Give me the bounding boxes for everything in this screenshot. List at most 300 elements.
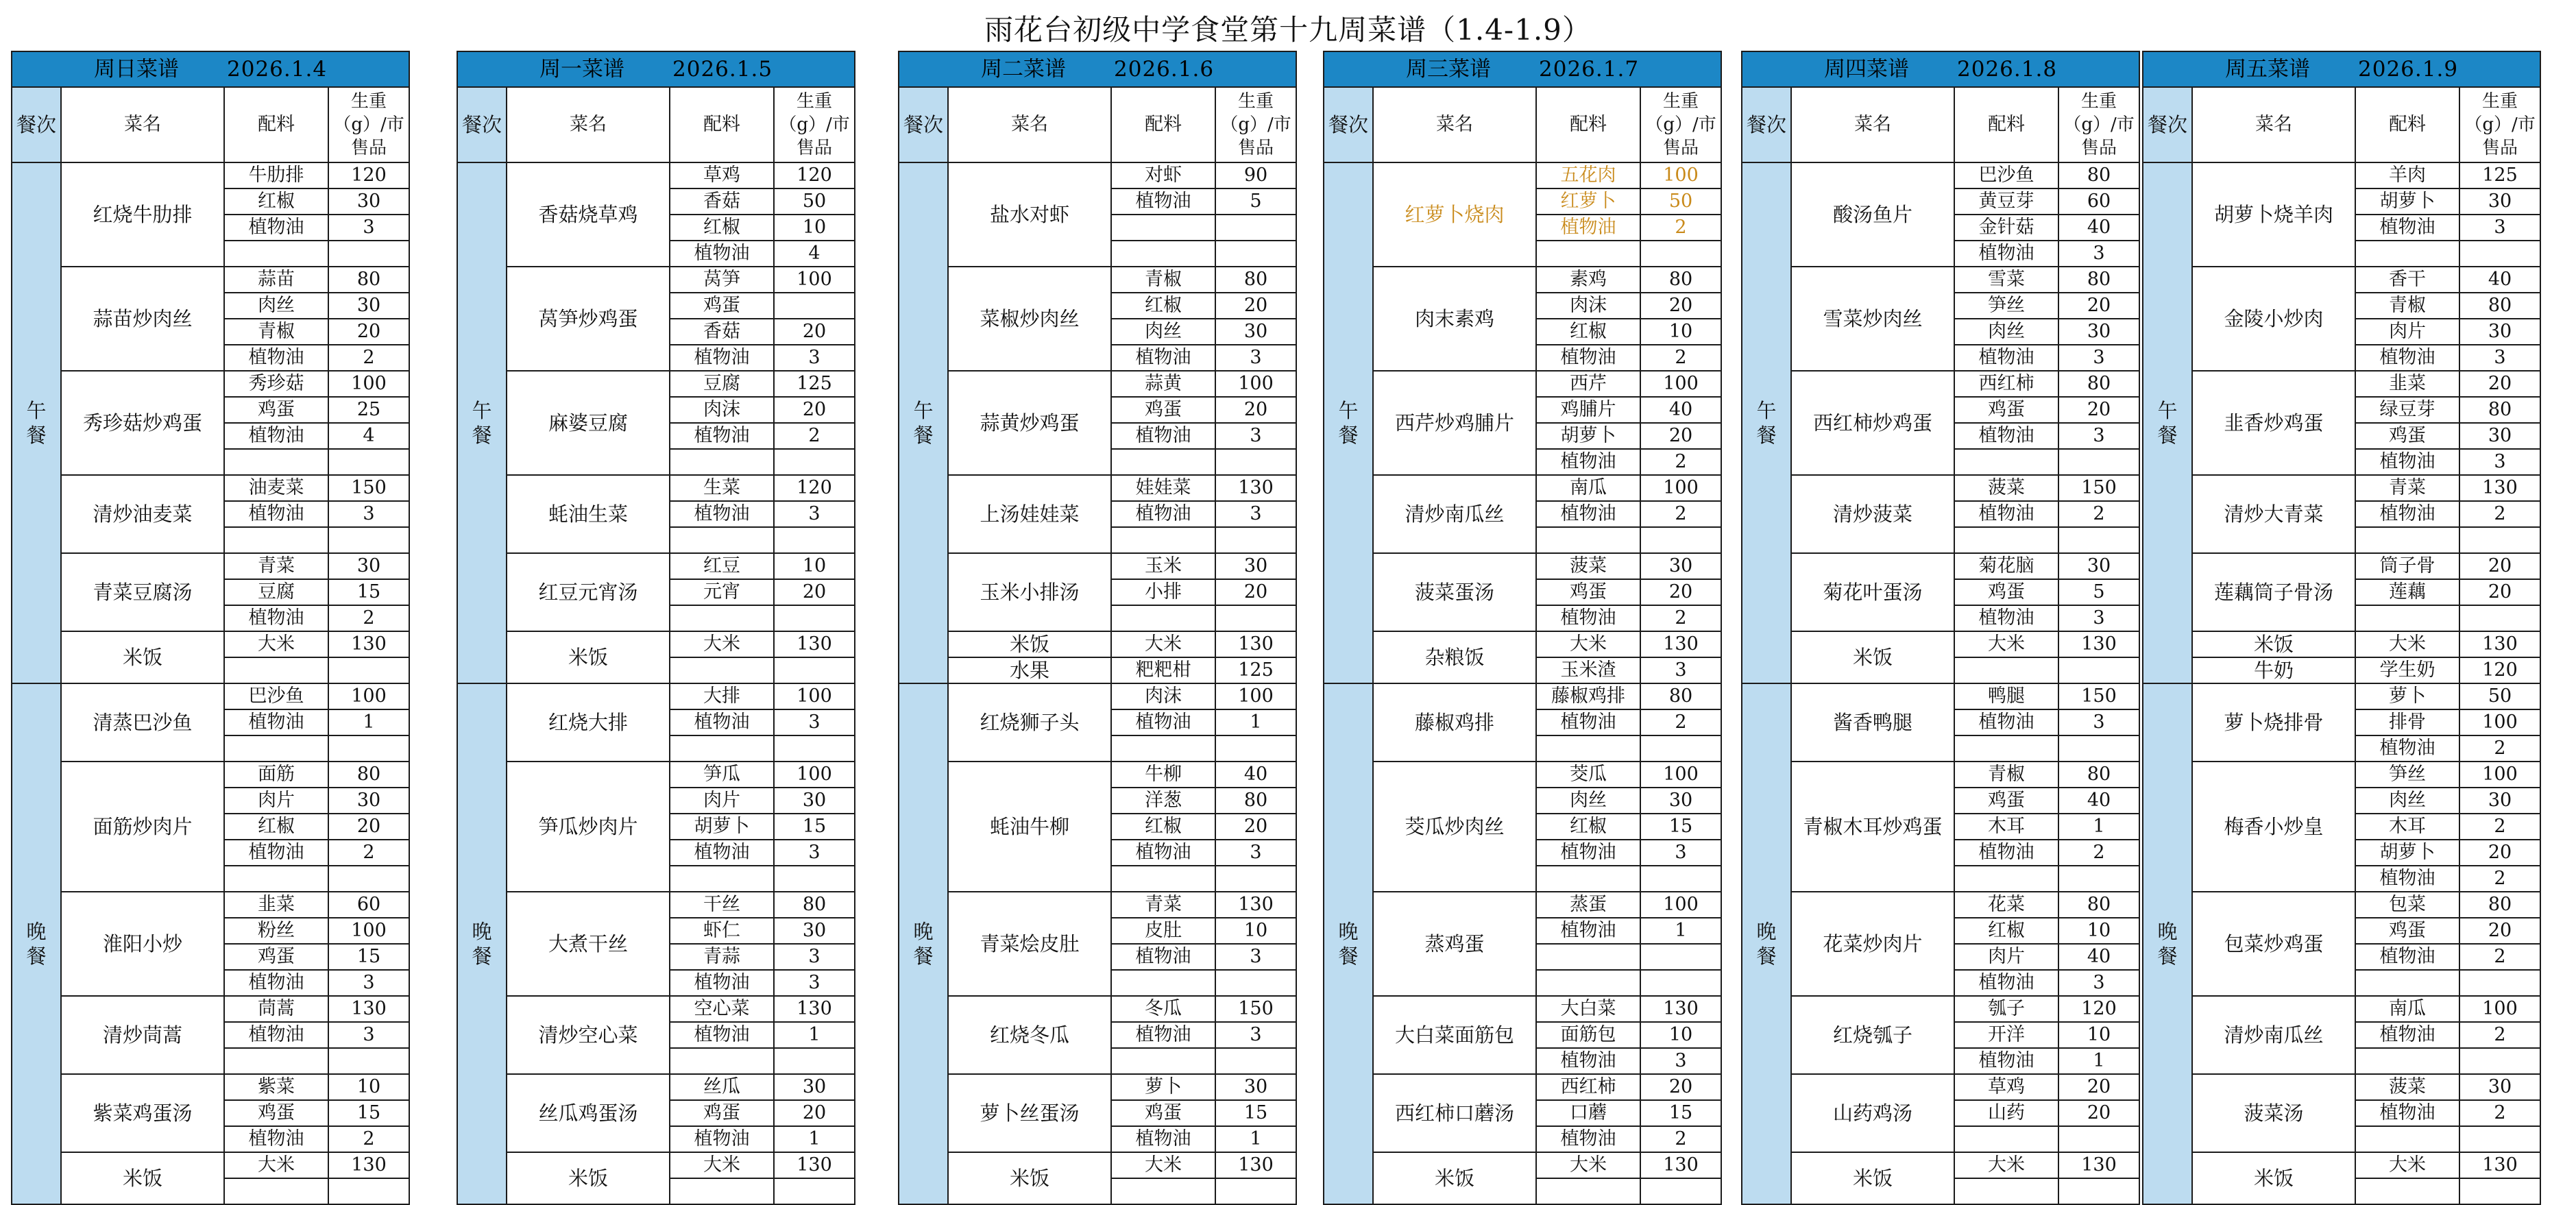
amount: 2 — [1640, 215, 1721, 241]
amount: 30 — [2459, 188, 2540, 215]
amount: 3 — [1640, 840, 1721, 866]
ingredient: 生菜 — [670, 475, 774, 501]
dish-name: 丝瓜鸡蛋汤 — [507, 1074, 670, 1152]
ingredient: 鸡蛋 — [670, 1100, 774, 1126]
amount: 130 — [1215, 631, 1296, 657]
amount: 3 — [1215, 501, 1296, 527]
dish-name: 藤椒鸡排 — [1373, 683, 1536, 762]
ingredient: 鸭腿 — [1954, 683, 2058, 709]
dish-name: 盐水对虾 — [948, 162, 1111, 267]
amount — [774, 657, 855, 683]
meal-label: 午 餐 — [457, 162, 507, 683]
meal-label: 午 餐 — [12, 162, 61, 683]
dish-name: 米饭 — [507, 1152, 670, 1204]
day-date: 2026.1.4 — [227, 57, 328, 82]
ingredient: 大米 — [670, 631, 774, 657]
table-row — [1742, 553, 2139, 579]
amount: 120 — [2058, 996, 2139, 1022]
table-row — [1324, 1074, 1721, 1100]
ingredient: 植物油 — [1111, 423, 1215, 449]
day-name: 周四菜谱 — [1824, 57, 1909, 82]
amount: 3 — [2058, 605, 2139, 631]
amount: 1 — [1215, 709, 1296, 735]
table-row — [457, 553, 855, 579]
ingredient: 肉沫 — [670, 397, 774, 423]
amount: 2 — [2459, 1022, 2540, 1048]
ingredient — [1111, 215, 1215, 241]
dish-name: 雪菜炒肉丝 — [1791, 267, 1954, 371]
table-row — [457, 1074, 855, 1100]
menu-table — [457, 51, 855, 1205]
table-row — [2143, 553, 2540, 579]
amount: 15 — [1640, 1100, 1721, 1126]
ingredient: 肉片 — [224, 788, 328, 814]
ingredient: 植物油 — [2355, 735, 2459, 762]
ingredient: 豆腐 — [670, 371, 774, 397]
ingredient: 肉片 — [670, 788, 774, 814]
ingredient: 丝瓜 — [670, 1074, 774, 1100]
ingredient: 草鸡 — [670, 162, 774, 188]
amount: 60 — [2058, 188, 2139, 215]
meal-label: 午 餐 — [1324, 162, 1373, 683]
table-row — [2143, 683, 2540, 709]
amount: 100 — [2459, 996, 2540, 1022]
ingredient: 植物油 — [1111, 345, 1215, 371]
col-header-ingredient: 配料 — [1536, 87, 1640, 162]
ingredient: 肉片 — [1954, 944, 2058, 970]
amount — [2459, 970, 2540, 996]
dish-name: 酸汤鱼片 — [1791, 162, 1954, 267]
ingredient — [1536, 970, 1640, 996]
col-header-meal: 餐次 — [2143, 87, 2192, 162]
amount: 20 — [1215, 397, 1296, 423]
ingredient: 植物油 — [1111, 1126, 1215, 1152]
table-row — [2143, 162, 2540, 188]
amount: 80 — [2058, 162, 2139, 188]
menu-table — [11, 51, 410, 1205]
ingredient: 植物油 — [1954, 345, 2058, 371]
amount: 120 — [774, 475, 855, 501]
amount: 100 — [1640, 371, 1721, 397]
amount: 3 — [2459, 449, 2540, 475]
day-date: 2026.1.5 — [672, 57, 773, 82]
amount: 3 — [2058, 709, 2139, 735]
amount: 80 — [1640, 267, 1721, 293]
table-row — [899, 892, 1296, 918]
ingredient: 黄豆芽 — [1954, 188, 2058, 215]
ingredient: 青椒 — [2355, 293, 2459, 319]
amount — [1215, 605, 1296, 631]
table-row — [899, 1074, 1296, 1100]
dish-name: 米饭 — [1791, 1152, 1954, 1204]
ingredient — [1954, 1126, 2058, 1152]
ingredient: 红椒 — [224, 188, 328, 215]
table-row — [1742, 996, 2139, 1022]
ingredient: 植物油 — [670, 241, 774, 267]
ingredient: 肉片 — [2355, 319, 2459, 345]
amount: 30 — [2459, 1074, 2540, 1100]
ingredient: 茼蒿 — [224, 996, 328, 1022]
amount — [1215, 866, 1296, 892]
amount: 150 — [2058, 475, 2139, 501]
amount: 3 — [2459, 345, 2540, 371]
dish-name: 包菜炒鸡蛋 — [2192, 892, 2355, 996]
ingredient: 玉米 — [1111, 553, 1215, 579]
ingredient: 植物油 — [1111, 709, 1215, 735]
ingredient — [1111, 970, 1215, 996]
amount: 100 — [1215, 371, 1296, 397]
dish-name: 清炒大青菜 — [2192, 475, 2355, 553]
ingredient — [224, 657, 328, 683]
amount: 3 — [774, 970, 855, 996]
amount: 30 — [328, 293, 409, 319]
amount: 90 — [1215, 162, 1296, 188]
dish-name: 大白菜面筋包 — [1373, 996, 1536, 1074]
ingredient: 粑粑柑 — [1111, 657, 1215, 683]
ingredient: 红椒 — [670, 215, 774, 241]
ingredient: 油麦菜 — [224, 475, 328, 501]
amount: 20 — [2459, 553, 2540, 579]
ingredient: 植物油 — [1111, 840, 1215, 866]
amount: 10 — [328, 1074, 409, 1100]
amount: 3 — [1215, 423, 1296, 449]
ingredient: 冬瓜 — [1111, 996, 1215, 1022]
amount: 20 — [774, 319, 855, 345]
ingredient: 大米 — [1111, 1152, 1215, 1178]
amount: 20 — [2058, 1074, 2139, 1100]
amount — [328, 1048, 409, 1074]
ingredient — [2355, 1126, 2459, 1152]
ingredient: 鸡蛋 — [1954, 788, 2058, 814]
amount: 130 — [2459, 631, 2540, 657]
ingredient: 鸡蛋 — [224, 1100, 328, 1126]
amount: 80 — [2058, 371, 2139, 397]
ingredient: 植物油 — [2355, 501, 2459, 527]
amount: 80 — [2058, 762, 2139, 788]
ingredient: 笋瓜 — [670, 762, 774, 788]
ingredient: 植物油 — [224, 1126, 328, 1152]
ingredient — [1954, 657, 2058, 683]
amount: 30 — [2459, 319, 2540, 345]
amount: 80 — [2459, 397, 2540, 423]
ingredient — [224, 527, 328, 553]
ingredient: 草鸡 — [1954, 1074, 2058, 1100]
amount — [2058, 527, 2139, 553]
amount: 2 — [328, 605, 409, 631]
ingredient: 红豆 — [670, 553, 774, 579]
ingredient: 青菜 — [2355, 475, 2459, 501]
ingredient: 植物油 — [2355, 215, 2459, 241]
amount — [2459, 1126, 2540, 1152]
ingredient: 植物油 — [1954, 1048, 2058, 1074]
amount — [1215, 215, 1296, 241]
amount: 130 — [1215, 475, 1296, 501]
amount: 20 — [2459, 840, 2540, 866]
table-row — [12, 996, 409, 1022]
dish-name: 清炒南瓜丝 — [2192, 996, 2355, 1074]
ingredient: 香干 — [2355, 267, 2459, 293]
dish-name: 红烧狮子头 — [948, 683, 1111, 762]
ingredient: 香菇 — [670, 188, 774, 215]
ingredient: 植物油 — [1536, 1048, 1640, 1074]
amount: 60 — [328, 892, 409, 918]
amount: 3 — [2058, 970, 2139, 996]
ingredient — [1536, 735, 1640, 762]
amount: 20 — [2459, 918, 2540, 944]
dish-name: 红烧冬瓜 — [948, 996, 1111, 1074]
ingredient: 木耳 — [2355, 814, 2459, 840]
day-menu-3 — [1323, 51, 1721, 1205]
amount — [1640, 866, 1721, 892]
dish-name: 胡萝卜烧羊肉 — [2192, 162, 2355, 267]
dish-name: 菊花叶蛋汤 — [1791, 553, 1954, 631]
ingredient: 植物油 — [1536, 345, 1640, 371]
ingredient — [1111, 1048, 1215, 1074]
amount — [2058, 449, 2139, 475]
amount: 20 — [2058, 397, 2139, 423]
meal-label: 晚 餐 — [1324, 683, 1373, 1204]
amount: 20 — [774, 397, 855, 423]
table-row — [899, 657, 1296, 683]
dish-name: 米饭 — [2192, 1152, 2355, 1204]
day-name: 周日菜谱 — [94, 57, 179, 82]
ingredient: 瓠子 — [1954, 996, 2058, 1022]
amount: 1 — [328, 709, 409, 735]
ingredient: 植物油 — [670, 1022, 774, 1048]
ingredient: 排骨 — [2355, 709, 2459, 735]
amount — [1640, 970, 1721, 996]
ingredient: 南瓜 — [1536, 475, 1640, 501]
ingredient: 蒜黄 — [1111, 371, 1215, 397]
table-row — [1324, 371, 1721, 397]
ingredient — [224, 1048, 328, 1074]
ingredient: 鸡蛋 — [224, 397, 328, 423]
amount: 2 — [1640, 709, 1721, 735]
ingredient: 筒子骨 — [2355, 553, 2459, 579]
amount: 80 — [328, 762, 409, 788]
amount: 15 — [1640, 814, 1721, 840]
col-header-meal: 餐次 — [899, 87, 948, 162]
day-header — [1742, 51, 2139, 87]
amount: 3 — [1215, 840, 1296, 866]
meal-label: 午 餐 — [899, 162, 948, 683]
table-row — [899, 683, 1296, 709]
ingredient: 植物油 — [1536, 840, 1640, 866]
menu-table — [1323, 51, 1722, 1205]
amount — [328, 527, 409, 553]
amount — [2058, 1126, 2139, 1152]
table-row — [12, 475, 409, 501]
ingredient: 茭瓜 — [1536, 762, 1640, 788]
ingredient: 肉丝 — [1536, 788, 1640, 814]
amount: 100 — [1215, 683, 1296, 709]
amount: 20 — [1215, 814, 1296, 840]
amount — [774, 866, 855, 892]
amount: 20 — [1640, 579, 1721, 605]
ingredient: 大排 — [670, 683, 774, 709]
dish-name: 菠菜蛋汤 — [1373, 553, 1536, 631]
table-row — [1324, 475, 1721, 501]
ingredient: 植物油 — [2355, 345, 2459, 371]
dish-name: 秀珍菇炒鸡蛋 — [61, 371, 224, 475]
amount: 80 — [328, 267, 409, 293]
amount — [1215, 1178, 1296, 1204]
table-row — [12, 162, 409, 188]
dish-name: 萝卜烧排骨 — [2192, 683, 2355, 762]
ingredient: 植物油 — [1111, 501, 1215, 527]
amount: 2 — [1640, 501, 1721, 527]
ingredient: 巴沙鱼 — [1954, 162, 2058, 188]
ingredient: 植物油 — [2355, 1100, 2459, 1126]
amount: 4 — [774, 241, 855, 267]
ingredient: 笋丝 — [1954, 293, 2058, 319]
dish-name: 玉米小排汤 — [948, 553, 1111, 631]
table-row — [1324, 267, 1721, 293]
dish-name: 菠菜汤 — [2192, 1074, 2355, 1152]
table-row — [1742, 631, 2139, 657]
table-row — [457, 762, 855, 788]
ingredient — [1536, 527, 1640, 553]
day-header — [2143, 51, 2540, 87]
menu-table — [898, 51, 1297, 1205]
dish-name: 米饭 — [2192, 631, 2355, 657]
ingredient: 莴笋 — [670, 267, 774, 293]
ingredient — [224, 866, 328, 892]
meal-label: 晚 餐 — [2143, 683, 2192, 1204]
dish-name: 菜椒炒肉丝 — [948, 267, 1111, 371]
amount — [328, 449, 409, 475]
dish-name: 面筋炒肉片 — [61, 762, 224, 892]
ingredient: 鸡蛋 — [2355, 423, 2459, 449]
ingredient: 皮肚 — [1111, 918, 1215, 944]
ingredient — [1111, 241, 1215, 267]
ingredient: 植物油 — [670, 840, 774, 866]
table-row — [899, 1152, 1296, 1178]
col-header-amount: 生重（g）/市售品 — [1640, 87, 1721, 162]
dish-name: 米饭 — [1791, 631, 1954, 683]
amount — [1640, 1178, 1721, 1204]
ingredient: 鸡蛋 — [2355, 918, 2459, 944]
ingredient — [1954, 449, 2058, 475]
ingredient: 玉米渣 — [1536, 657, 1640, 683]
table-row — [457, 371, 855, 397]
dish-name: 杂粮饭 — [1373, 631, 1536, 683]
ingredient — [224, 1178, 328, 1204]
ingredient: 植物油 — [1954, 241, 2058, 267]
dish-name: 红烧大排 — [507, 683, 670, 762]
ingredient — [2355, 970, 2459, 996]
col-header-meal: 餐次 — [12, 87, 61, 162]
amount: 130 — [328, 1152, 409, 1178]
amount: 3 — [328, 501, 409, 527]
meal-label: 午 餐 — [2143, 162, 2192, 683]
ingredient: 秀珍菇 — [224, 371, 328, 397]
amount: 1 — [774, 1022, 855, 1048]
col-header-ingredient: 配料 — [224, 87, 328, 162]
dish-name: 清蒸巴沙鱼 — [61, 683, 224, 762]
amount: 100 — [1640, 762, 1721, 788]
dish-name: 酱香鸭腿 — [1791, 683, 1954, 762]
amount: 80 — [2058, 892, 2139, 918]
ingredient: 植物油 — [224, 423, 328, 449]
amount: 20 — [2459, 371, 2540, 397]
dish-name: 红烧牛肋排 — [61, 162, 224, 267]
ingredient — [670, 657, 774, 683]
col-header-ingredient: 配料 — [670, 87, 774, 162]
amount: 130 — [1215, 892, 1296, 918]
ingredient: 红椒 — [1536, 319, 1640, 345]
dish-name: 香菇烧草鸡 — [507, 162, 670, 267]
table-row — [2143, 1152, 2540, 1178]
amount: 2 — [2058, 840, 2139, 866]
amount: 20 — [2459, 579, 2540, 605]
col-header-amount: 生重（g）/市售品 — [328, 87, 409, 162]
amount: 10 — [774, 553, 855, 579]
ingredient — [1111, 866, 1215, 892]
meal-label: 晚 餐 — [899, 683, 948, 1204]
table-row — [899, 162, 1296, 188]
amount: 80 — [1215, 267, 1296, 293]
ingredient: 鸡蛋 — [670, 293, 774, 319]
dish-name: 水果 — [948, 657, 1111, 683]
dish-name: 红烧瓠子 — [1791, 996, 1954, 1074]
day-header — [1324, 51, 1721, 87]
ingredient: 植物油 — [1111, 1022, 1215, 1048]
table-row — [2143, 631, 2540, 657]
ingredient: 粉丝 — [224, 918, 328, 944]
table-row — [2143, 371, 2540, 397]
ingredient: 面筋包 — [1536, 1022, 1640, 1048]
ingredient — [670, 735, 774, 762]
amount: 3 — [774, 840, 855, 866]
day-menu-1 — [457, 51, 854, 1205]
ingredient: 鸡脯片 — [1536, 397, 1640, 423]
dish-name: 淮阳小炒 — [61, 892, 224, 996]
ingredient: 植物油 — [1954, 970, 2058, 996]
amount: 3 — [1215, 345, 1296, 371]
ingredient: 青菜 — [1111, 892, 1215, 918]
ingredient: 小排 — [1111, 579, 1215, 605]
table-row — [1742, 1074, 2139, 1100]
day-date: 2026.1.6 — [1114, 57, 1215, 82]
day-header — [457, 51, 855, 87]
ingredient: 鸡蛋 — [1111, 397, 1215, 423]
amount — [2058, 866, 2139, 892]
table-row — [12, 631, 409, 657]
amount: 3 — [1640, 1048, 1721, 1074]
day-header — [12, 51, 409, 87]
amount — [774, 293, 855, 319]
dish-name: 紫菜鸡蛋汤 — [61, 1074, 224, 1152]
ingredient: 植物油 — [224, 1022, 328, 1048]
table-row — [12, 683, 409, 709]
amount: 15 — [328, 944, 409, 970]
dish-name: 清炒菠菜 — [1791, 475, 1954, 553]
table-row — [1324, 631, 1721, 657]
dish-name: 上汤娃娃菜 — [948, 475, 1111, 553]
table-row — [12, 371, 409, 397]
ingredient: 肉沫 — [1536, 293, 1640, 319]
table-row — [2143, 475, 2540, 501]
ingredient: 干丝 — [670, 892, 774, 918]
ingredient: 植物油 — [1536, 918, 1640, 944]
col-header-dish: 菜名 — [2192, 87, 2355, 162]
ingredient: 萝卜 — [2355, 683, 2459, 709]
table-row — [2143, 657, 2540, 683]
table-row — [1742, 892, 2139, 918]
ingredient: 萝卜 — [1111, 1074, 1215, 1100]
ingredient: 菠菜 — [1954, 475, 2058, 501]
